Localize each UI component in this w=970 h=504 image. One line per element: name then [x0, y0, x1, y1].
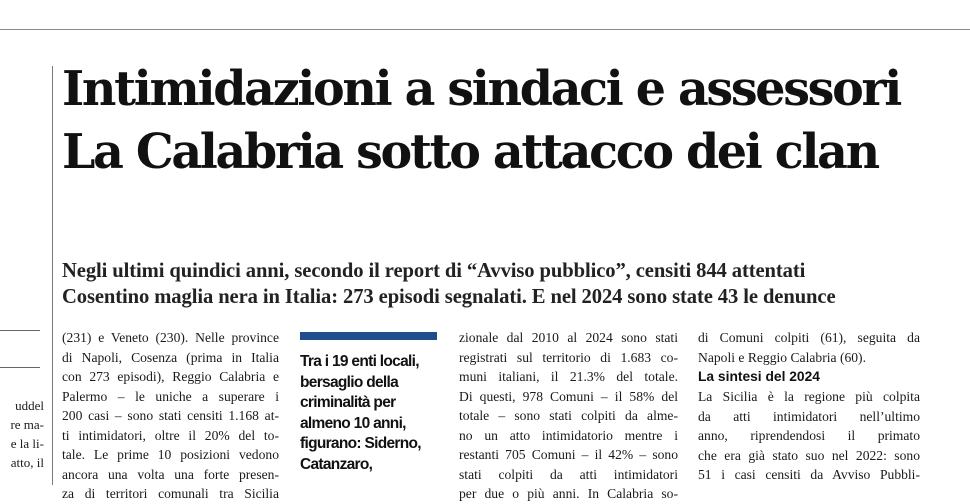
section-subheading: La sintesi del 2024 [698, 369, 820, 384]
rule [0, 367, 40, 368]
quote-line: figurano: Siderno, [300, 435, 421, 452]
quote-line: almeno 10 anni, [300, 414, 406, 432]
text-line: 200 casi – sono stati censiti 1.168 at- [62, 408, 279, 423]
deck-line-1: Negli ultimi quindici anni, secondo il report di “Avviso pubblico”, censiti 844 attentati [62, 260, 806, 282]
article-column-4 [698, 328, 920, 485]
text-line: che era già stato suo nel 2022: sono [698, 447, 920, 463]
text-line: restanti 705 Comuni – il 42% – sono [459, 447, 678, 462]
text-line: anno, riprendendosi il primato [698, 428, 920, 443]
pull-quote-box [300, 332, 437, 475]
text-line: registrati sul territorio di 1.683 co- [459, 349, 678, 365]
text-line: 51 i casi censiti da Avviso Pubbli- [698, 467, 920, 482]
text-line: Napoli e Reggio Calabria (60). [698, 349, 866, 365]
text-line: muni italiani, il 21.3% del totale. [459, 369, 678, 384]
top-rule [0, 29, 970, 30]
text-line: tale. Le prime 10 posizioni vedono [62, 447, 279, 462]
quote-line: bersaglio della [300, 373, 399, 391]
text-line: stati colpiti da atti intimidatori [459, 466, 678, 482]
quote-line: criminalità per [300, 394, 396, 411]
text-line: no un atto intimidatorio mentre i [459, 427, 678, 443]
text-line: (231) e Veneto (230). Nelle province [62, 330, 279, 345]
text-line: di Comuni colpiti (61), seguita da [698, 330, 920, 345]
pull-quote [300, 352, 437, 475]
quote-line: Tra i 19 enti locali, [300, 353, 419, 370]
text-line: Di questi, 978 Comuni – il 58% del [459, 388, 678, 404]
text-line: zionale dal 2010 al 2024 sono stati [459, 330, 678, 345]
text-line: da atti intimidatori nell’ultimo [698, 408, 920, 424]
quote-line: Catanzaro, [300, 455, 373, 473]
text-line: ti intimidatori, oltre il 20% del to- [62, 427, 279, 443]
headline [62, 58, 962, 184]
text-line: ancora una volta una forte presen- [62, 466, 279, 482]
text-line: Palermo – le uniche a superare i [62, 388, 279, 404]
text-line: totale – sono stati colpiti da alme- [459, 408, 678, 423]
deck-subtitle [62, 258, 962, 310]
column-divider [52, 66, 53, 485]
pull-quote-bar [300, 332, 437, 340]
headline-line-2: La Calabria sotto attacco dei clan [62, 124, 878, 180]
rule [0, 330, 40, 331]
headline-line-1: Intimidazioni a sindaci e assessori [62, 61, 900, 117]
text-line: za di territori comunali tra Sicilia [62, 486, 279, 501]
text-line: La Sicilia è la regione più colpita [698, 389, 920, 404]
article-column-1 [62, 328, 279, 504]
left-fragment-text: uddel re ma- e la li- atto, il [10, 398, 44, 470]
deck-line-2: Cosentino maglia nera in Italia: 273 episodi segnalati. E nel 2024 sono state 43 le denunce [62, 286, 836, 308]
article-column-3 [459, 328, 678, 504]
text-line: con 273 episodi), Reggio Calabria e [62, 369, 279, 384]
text-line: di Napoli, Cosenza (prima in Italia [62, 349, 279, 365]
text-line: per due o più anni. In Calabria so- [459, 486, 678, 501]
